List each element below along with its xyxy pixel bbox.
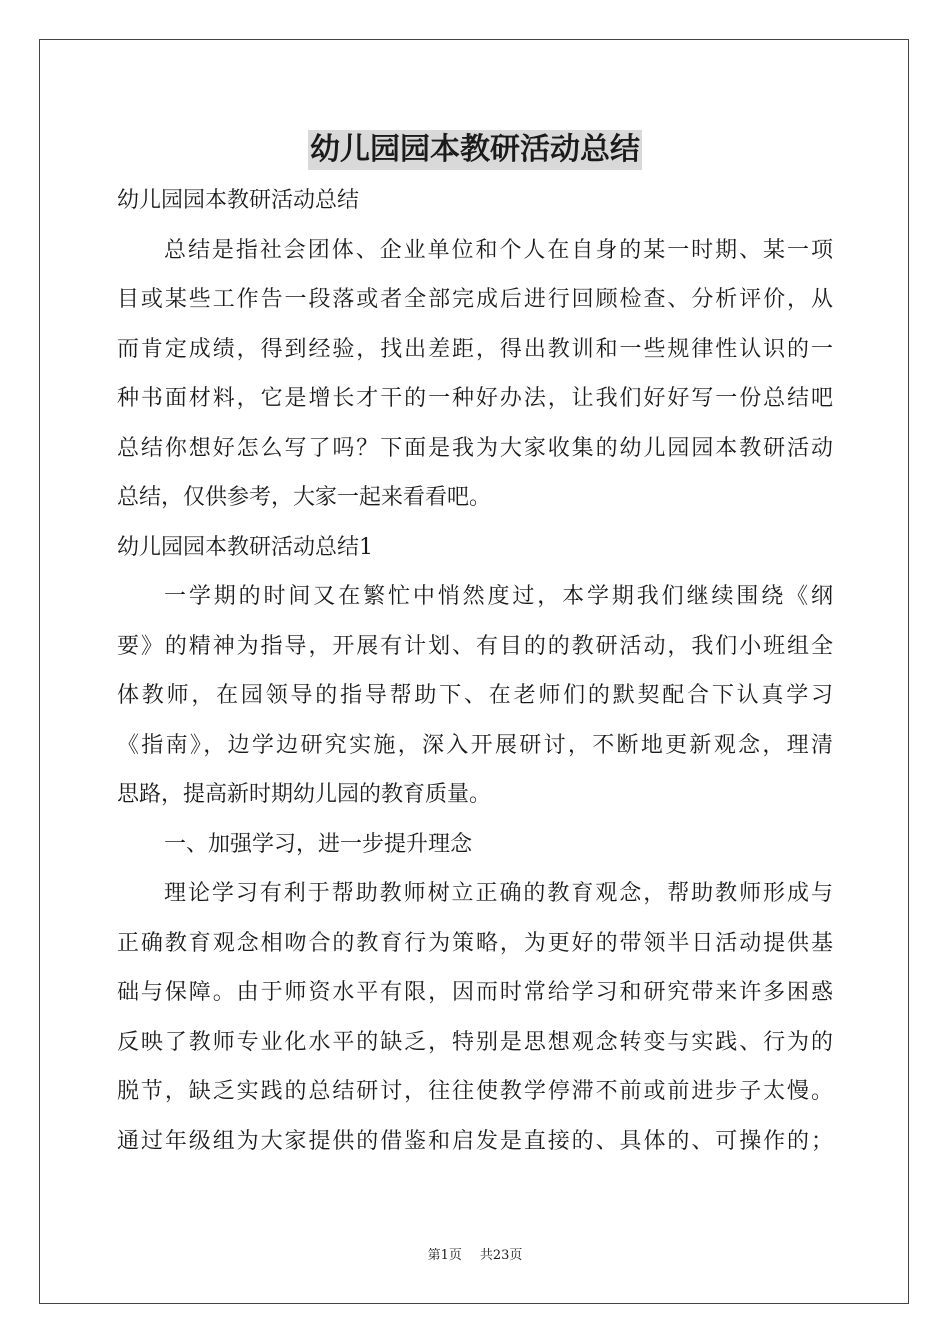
paragraph-line: 正确教育观念相吻合的教育行为策略，为更好的带领半日活动提供基 (117, 930, 833, 956)
paragraph-line: 础与保障。由于师资水平有限，因而时常给学习和研究带来许多困惑 (117, 980, 833, 1005)
title-wrap (0, 130, 950, 170)
paragraph-line: 理论学习有利于帮助教师树立正确的教育观念，帮助教师形成与 (164, 881, 833, 906)
page-number: 第1页 (427, 1248, 462, 1263)
paragraph-line: 总结是指社会团体、企业单位和个人在自身的某一时期、某一项 (164, 237, 833, 263)
paragraph-line: 而肯定成绩，得到经验，找出差距，得出教训和一些规律性认识的一 (117, 336, 833, 362)
subsection-heading: 一、加强学习，进一步提升理念 (164, 831, 473, 857)
document-body (117, 176, 833, 1166)
paragraph-line: 总结，仅供参考，大家一起来看看吧。 (117, 485, 492, 510)
section-heading: 幼儿园园本教研活动总结1 (117, 534, 373, 560)
paragraph-line: 通过年级组为大家提供的借鉴和启发是直接的、具体的、可操作的； (117, 1128, 833, 1154)
paragraph-line: 一学期的时间又在繁忙中悄然度过，本学期我们继续围绕《纲 (164, 584, 833, 609)
paragraph-line: 体教师，在园领导的指导帮助下、在老师们的默契配合下认真学习 (117, 683, 833, 708)
paragraph-line: 种书面材料，它是增长才干的一种好办法，让我们好好写一份总结吧 (117, 386, 833, 411)
subtitle-line: 幼儿园园本教研活动总结 (117, 188, 360, 213)
paragraph-line: 思路，提高新时期幼儿园的教育质量。 (117, 782, 492, 807)
document-title: 幼儿园园本教研活动总结 (308, 130, 642, 170)
paragraph-line: 反映了教师专业化水平的缺乏，特别是思想观念转变与实践、行为的 (117, 1029, 833, 1055)
paragraph-line: 《指南》，边学边研究实施，深入开展研讨，不断地更新观念，理清 (117, 732, 833, 758)
paragraph-line: 目或某些工作告一段落或者全部完成后进行回顾检查、分析评价，从 (117, 287, 833, 312)
paragraph-line: 总结你想好怎么写了吗？下面是我为大家收集的幼儿园园本教研活动 (117, 435, 833, 461)
page-footer (0, 1246, 950, 1266)
paragraph-line: 要》的精神为指导，开展有计划、有目的的教研活动，我们小班组全 (117, 633, 833, 659)
total-pages: 共23页 (479, 1248, 523, 1263)
paragraph-line: 脱节，缺乏实践的总结研讨，往往使教学停滞不前或前进步子太慢。 (117, 1079, 833, 1104)
